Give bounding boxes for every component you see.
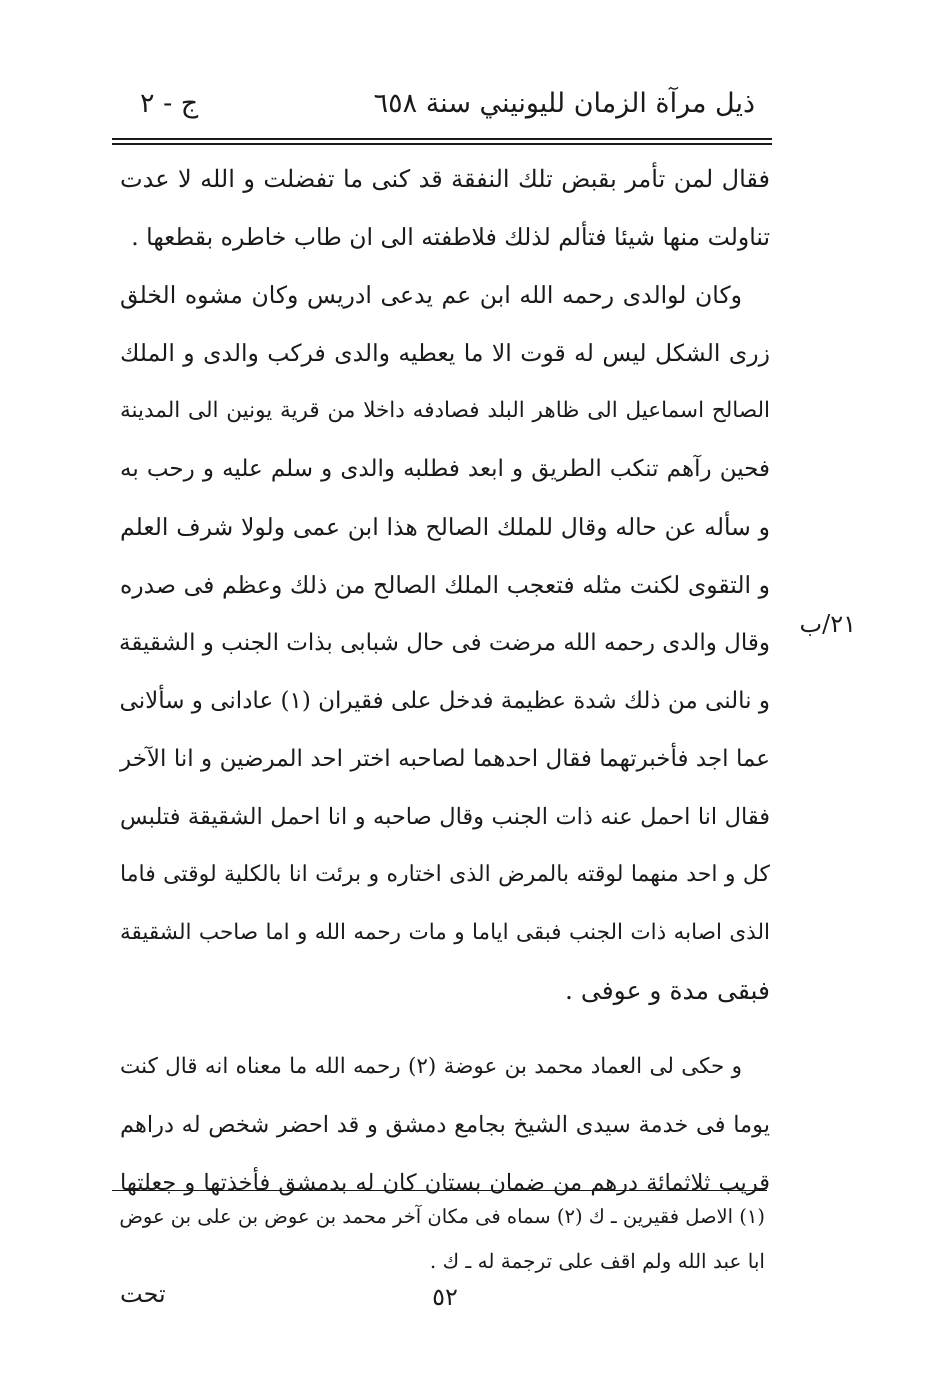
- header-rule-bottom: [112, 143, 772, 145]
- text-line: زرى الشكل ليس له قوت الا ما يعطيه والدى فركب والدى و الملك: [120, 339, 770, 367]
- catchword: تحت: [120, 1280, 166, 1308]
- footnote-rule: [112, 1190, 767, 1191]
- footnotes: [120, 1195, 765, 1283]
- folio-marginal-note: ٢١/ب: [799, 610, 856, 638]
- text-line: و سأله عن حاله وقال للملك الصالح هذا ابن عمى ولولا شرف العلم: [120, 513, 770, 541]
- text-line: فقال انا احمل عنه ذات الجنب وقال صاحبه و انا احمل الشقيقة فتلبس: [120, 804, 770, 830]
- footnote-line: (١) الاصل فقيرين ـ ك (٢) سماه فى مكان آخر محمد بن عوض بن على بن عوض: [119, 1205, 765, 1228]
- page-number: ٥٢: [432, 1283, 458, 1311]
- text-line: فبقى مدة و عوفى .: [564, 976, 770, 1005]
- text-line: الذى اصابه ذات الجنب فبقى اياما و مات رحمه الله و اما صاحب الشقيقة: [120, 920, 770, 945]
- text-line: وقال والدى رحمه الله مرضت فى حال شبابى بذات الجنب و الشقيقة: [119, 630, 770, 656]
- text-line: وكان لوالدى رحمه الله ابن عم يدعى ادريس وكان مشوه الخلق: [120, 281, 742, 309]
- footnote-line: ابا عبد الله ولم اقف على ترجمة له ـ ك .: [429, 1249, 765, 1273]
- text-line: يوما فى خدمة سيدى الشيخ بجامع دمشق و قد احضر شخص له دراهم: [120, 1112, 770, 1138]
- running-header-volume: ج - ٢: [140, 88, 199, 119]
- text-line: قريب ثلاثمائة درهم من ضمان بستان كان له بدمشق فأخذتها و جعلتها: [120, 1170, 770, 1196]
- running-header-title: ذيل مرآة الزمان لليونيني سنة ٦٥٨: [373, 88, 755, 119]
- text-line: تناولت منها شيئا فتألم لذلك فلاطفته الى ان طاب خاطره بقطعها .: [131, 223, 770, 251]
- text-line: الصالح اسماعيل الى ظاهر البلد فصادفه داخلا من قرية يونين الى المدينة: [120, 398, 770, 423]
- text-line: و حكى لى العماد محمد بن عوضة (٢) رحمه الله ما معناه انه قال كنت: [120, 1054, 742, 1079]
- text-line: فقال لمن تأمر بقبض تلك النفقة قد كنى ما تفضلت و الله لا عدت: [120, 165, 770, 193]
- header-rule-top: [112, 138, 772, 140]
- text-line: كل و احد منهما لوقته بالمرض الذى اختاره و برئت انا بالكلية لوقتى فاما: [120, 862, 770, 887]
- body-text: [120, 150, 770, 1212]
- text-line: عما اجد فأخبرتهما فقال احدهما لصاحبه اختر احد المرضين و انا الآخر: [120, 746, 770, 772]
- text-line: و التقوى لكنت مثله فتعجب الملك الصالح من ذلك وعظم فى صدره: [120, 571, 770, 599]
- paragraph-gap: [120, 1020, 770, 1038]
- text-line: و نالنى من ذلك شدة عظيمة فدخل على فقيران (١) عادانى و سألانى: [119, 688, 770, 714]
- text-line: فحين رآهم تنكب الطريق و ابعد فطلبه والدى و سلم عليه و رحب به: [120, 456, 770, 482]
